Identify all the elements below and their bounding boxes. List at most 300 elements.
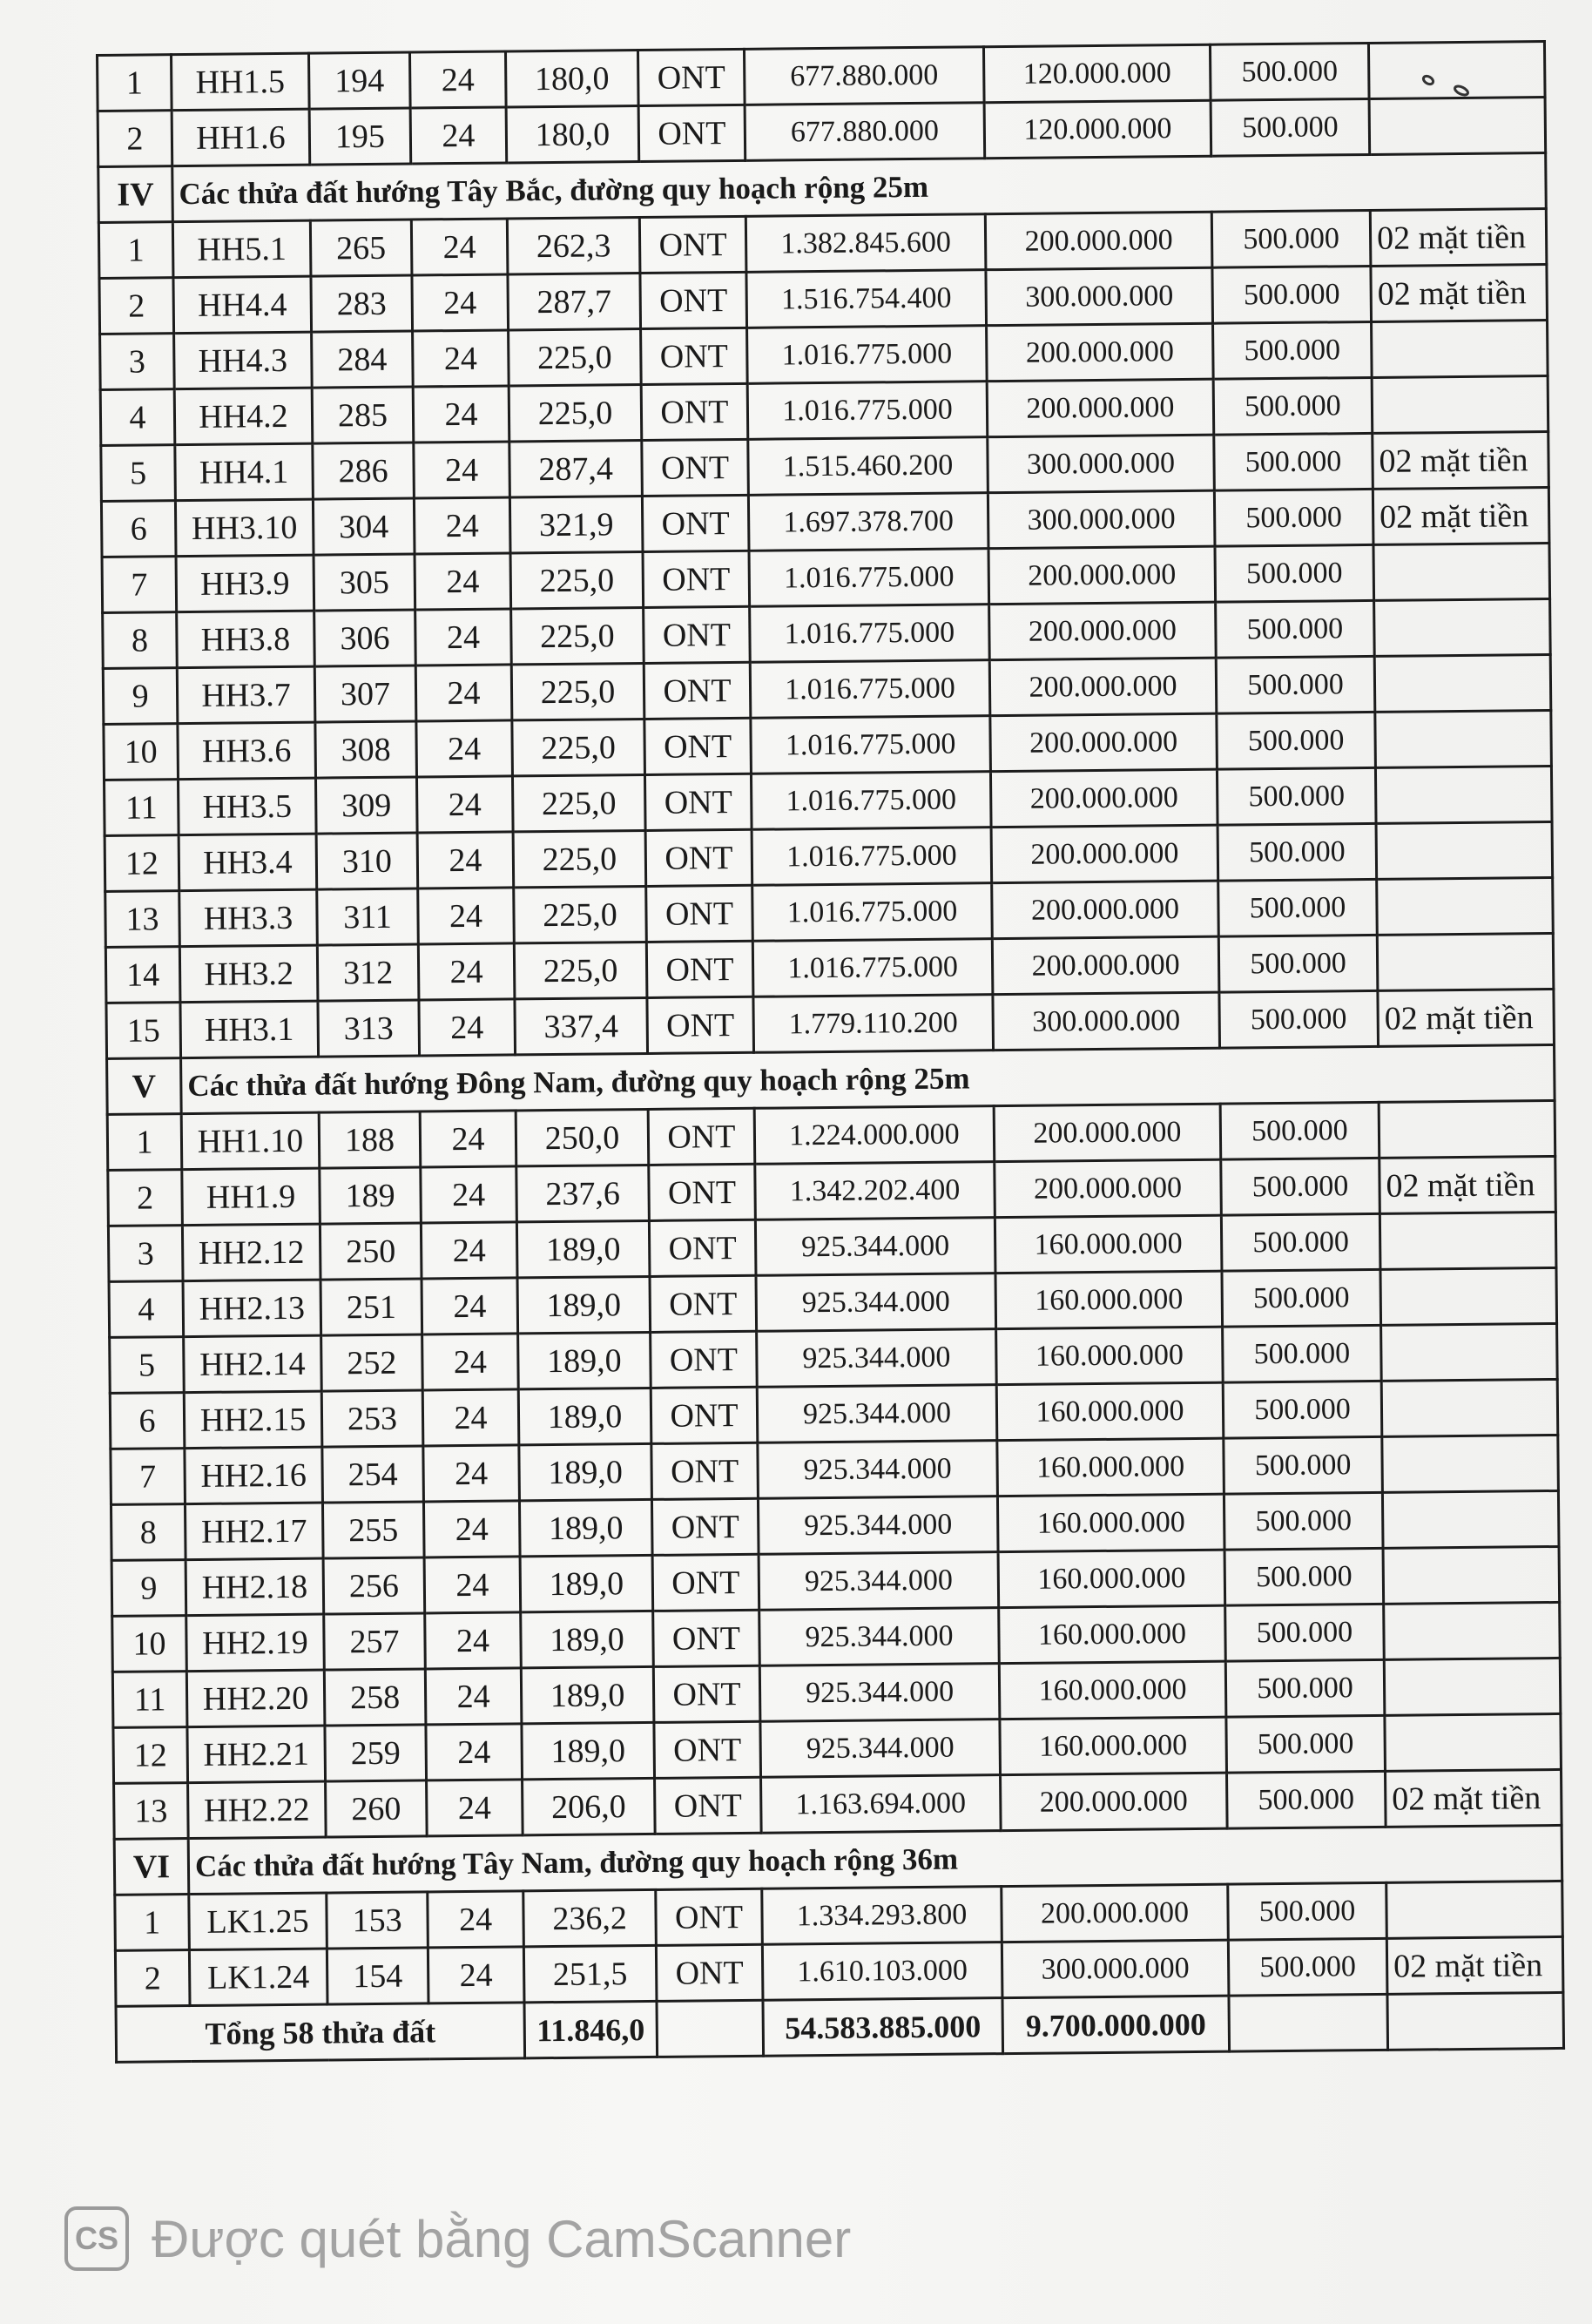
cell-thua: 260 [326,1780,428,1837]
cell-stt: 4 [109,1281,184,1338]
cell-thua: 309 [315,777,417,834]
cell-gia: 1.779.110.200 [753,995,994,1053]
camscanner-text: Được quét bằng CamScanner [152,2209,852,2268]
cell-dien-tich: 225,0 [510,551,644,608]
cell-thua: 312 [317,944,419,1001]
total-area: 11.846,0 [524,2001,658,2057]
cell-ghi-chu [1381,1379,1558,1436]
cell-loai: ONT [651,1331,758,1388]
cell-stt: 7 [102,557,177,613]
cell-gia: 1.016.775.000 [752,939,993,997]
cell-thua: 153 [327,1892,428,1949]
total-deposit: 9.700.000.000 [1002,1996,1230,2053]
cell-to: 24 [411,219,508,275]
cell-loai: ONT [656,1944,763,2001]
cell-ghi-chu [1382,1435,1559,1492]
cell-thua: 283 [311,275,413,332]
cell-to: 24 [410,107,507,164]
cell-coc: 300.000.000 [988,490,1215,548]
cell-coc: 200.000.000 [992,936,1219,994]
cell-gia: 925.344.000 [759,1552,999,1611]
total-empty [657,2000,764,2057]
cell-to: 24 [427,1780,523,1836]
cell-to: 24 [419,999,516,1056]
cell-gia: 1.334.293.800 [762,1887,1002,1945]
cell-ho-so: 500.000 [1216,656,1375,713]
cell-stt: 10 [112,1616,187,1672]
cell-ghi-chu [1369,98,1546,155]
cell-to: 24 [423,1445,520,1502]
cell-gia: 925.344.000 [758,1496,998,1555]
cell-stt: 10 [104,724,179,780]
cell-loai: ONT [654,1721,761,1778]
cell-ho-so: 500.000 [1214,489,1373,546]
cell-stt: 3 [108,1226,183,1282]
cell-thua: 257 [324,1613,426,1670]
cell-thua: 285 [312,387,414,443]
cell-ho-so: 500.000 [1225,1659,1385,1717]
cell-loai: ONT [650,1275,757,1332]
cell-stt: 11 [105,780,179,836]
cell-coc: 120.000.000 [983,44,1211,102]
cell-ghi-chu: 02 mặt tiền [1378,989,1555,1046]
cell-dien-tich: 225,0 [511,607,644,664]
cell-ghi-chu [1380,1212,1556,1269]
cell-ky-hieu: HH2.21 [187,1726,326,1783]
cell-ky-hieu: HH5.1 [172,220,311,278]
cell-ky-hieu: HH2.14 [184,1335,322,1393]
cell-gia: 925.344.000 [757,1329,997,1388]
cell-ghi-chu [1372,321,1548,378]
cell-ky-hieu: HH1.9 [182,1168,320,1226]
cell-ky-hieu: HH3.3 [179,889,318,947]
cell-to: 24 [415,609,512,665]
cell-ghi-chu [1385,1713,1562,1771]
cell-ky-hieu: HH3.2 [179,945,318,1003]
cell-stt: 2 [108,1170,183,1226]
cell-loai: ONT [641,328,748,384]
cell-ky-hieu: HH3.1 [180,1001,319,1058]
cell-to: 24 [415,665,512,721]
cell-to: 24 [418,943,515,1000]
cell-ky-hieu: HH2.13 [183,1280,321,1337]
cell-thua: 284 [312,331,414,388]
cell-coc: 200.000.000 [987,323,1214,381]
cell-gia: 1.016.775.000 [749,549,989,607]
cell-ho-so: 500.000 [1221,1158,1380,1215]
cell-ky-hieu: HH4.2 [174,388,313,445]
cell-stt: 13 [114,1783,189,1840]
cell-ho-so: 500.000 [1215,544,1374,602]
cell-ky-hieu: HH4.4 [173,276,312,334]
cell-ky-hieu: HH2.12 [182,1224,320,1281]
cell-stt: 12 [105,835,179,892]
cell-gia: 1.163.694.000 [761,1775,1002,1834]
cell-loai: ONT [651,1387,758,1443]
cell-loai: ONT [651,1498,759,1555]
section-title: Các thửa đất hướng Đông Nam, đường quy hoạch rộng 25m [181,1044,1555,1113]
cell-ghi-chu: 02 mặt tiền [1370,209,1547,267]
cell-stt: 2 [98,111,172,167]
total-empty [1387,1992,1564,2050]
cell-ghi-chu [1372,376,1548,434]
cell-ho-so: 500.000 [1218,935,1378,992]
cell-gia: 1.224.000.000 [754,1106,995,1165]
cell-coc: 200.000.000 [987,379,1214,436]
cell-gia: 1.697.378.700 [748,493,988,551]
cell-ho-so: 500.000 [1217,712,1376,769]
cell-ky-hieu: HH1.10 [181,1112,320,1170]
cell-ghi-chu: 02 mặt tiền [1385,1769,1562,1827]
cell-stt: 2 [115,1950,190,2007]
cell-ho-so: 500.000 [1218,823,1377,881]
total-label: Tổng 58 thửa đất [116,2003,525,2062]
cell-ho-so: 500.000 [1225,1604,1385,1661]
cell-coc: 200.000.000 [989,602,1217,659]
cell-dien-tich: 189,0 [520,1555,653,1611]
cell-to: 24 [420,1111,516,1167]
cell-coc: 300.000.000 [988,435,1215,492]
cell-ky-hieu: HH4.1 [175,443,314,501]
cell-loai: ONT [644,662,751,719]
cell-coc: 200.000.000 [1002,1884,1229,1942]
cell-ky-hieu: HH3.7 [177,666,315,724]
cell-thua: 306 [314,610,416,666]
cell-ky-hieu: HH1.5 [172,53,310,111]
cell-gia: 1.016.775.000 [747,382,988,440]
cell-dien-tich: 225,0 [513,830,646,887]
cell-stt: 11 [112,1672,187,1728]
cell-ghi-chu [1381,1323,1558,1381]
cell-ghi-chu: 02 mặt tiền [1373,432,1549,490]
cell-loai: ONT [639,216,746,273]
cell-ghi-chu [1375,766,1552,823]
cell-stt: 5 [110,1337,185,1394]
cell-dien-tich: 287,7 [508,274,641,330]
cell-dien-tich: 189,0 [518,1332,651,1388]
cell-to: 24 [416,720,513,777]
cell-dien-tich: 225,0 [509,385,642,442]
cell-stt: 5 [101,445,176,502]
cell-stt: 8 [103,612,178,669]
cell-gia: 1.342.202.400 [755,1162,995,1220]
cell-coc: 160.000.000 [999,1661,1226,1719]
cell-coc: 200.000.000 [990,713,1218,771]
land-lot-table [96,40,1565,2064]
cell-coc: 200.000.000 [1001,1773,1228,1830]
cell-stt: 14 [105,947,180,1003]
cell-coc: 120.000.000 [984,100,1211,158]
cell-to: 24 [422,1334,519,1390]
cell-ghi-chu [1384,1602,1561,1659]
cell-dien-tich: 250,0 [516,1109,649,1165]
cell-loai: ONT [645,829,752,886]
cell-dien-tich: 180,0 [506,106,639,163]
cell-to: 24 [414,497,510,554]
cell-ghi-chu [1379,1100,1555,1158]
cell-gia: 925.344.000 [758,1441,998,1499]
cell-ho-so: 500.000 [1217,767,1376,825]
cell-gia: 925.344.000 [756,1273,996,1332]
cell-to: 24 [426,1724,523,1780]
cell-ho-so: 500.000 [1214,433,1373,490]
cell-dien-tich: 180,0 [505,51,638,107]
cell-ky-hieu: LK1.24 [189,1949,327,2006]
cell-ky-hieu: HH3.8 [177,611,315,668]
cell-ghi-chu [1384,1658,1561,1715]
cell-thua: 254 [322,1446,424,1503]
cell-dien-tich: 189,0 [521,1666,654,1723]
cell-dien-tich: 225,0 [512,719,645,775]
cell-stt: 1 [107,1114,182,1171]
cell-gia: 1.016.775.000 [750,605,990,663]
cell-ky-hieu: HH4.3 [174,332,313,389]
cell-ho-so: 500.000 [1228,1882,1387,1940]
cell-ho-so: 500.000 [1212,266,1372,323]
cell-dien-tich: 189,0 [516,1220,650,1277]
cell-to: 24 [428,1891,524,1948]
cell-ghi-chu [1383,1546,1560,1604]
cell-dien-tich: 225,0 [511,663,644,719]
cell-gia: 925.344.000 [755,1218,995,1276]
cell-gia: 925.344.000 [760,1719,1001,1778]
cell-stt: 4 [100,389,175,446]
cell-dien-tich: 225,0 [514,942,647,998]
cell-loai: ONT [642,439,749,496]
cell-dien-tich: 251,5 [523,1945,657,2002]
cell-gia: 925.344.000 [759,1664,1000,1722]
cell-ho-so: 500.000 [1223,1325,1382,1382]
cell-ho-so: 500.000 [1219,990,1379,1048]
cell-ghi-chu [1373,544,1550,601]
cell-stt: 6 [110,1393,185,1449]
cell-stt: 13 [105,891,180,948]
cell-loai: ONT [644,606,751,663]
cell-thua: 313 [318,1000,420,1057]
cell-ky-hieu: HH2.16 [185,1447,323,1504]
cell-loai: ONT [656,1888,763,1945]
cell-coc: 160.000.000 [997,1494,1224,1551]
cell-gia: 677.880.000 [745,103,985,161]
cell-dien-tich: 225,0 [512,774,645,831]
cell-thua: 259 [325,1725,427,1781]
cell-ghi-chu [1382,1490,1559,1548]
cell-ho-so: 500.000 [1222,1269,1381,1327]
cell-ho-so: 500.000 [1224,1492,1383,1550]
cell-loai: ONT [644,774,752,830]
cell-ky-hieu: HH2.17 [185,1503,323,1560]
cell-ghi-chu: 02 mặt tiền [1380,1156,1556,1213]
cell-ghi-chu: 02 mặt tiền [1386,1936,1563,1994]
cell-thua: 188 [319,1111,421,1168]
cell-thua: 286 [313,443,415,499]
cell-thua: 189 [320,1167,422,1224]
cell-to: 24 [423,1501,520,1557]
cell-coc: 200.000.000 [990,769,1218,827]
cell-ho-so: 500.000 [1218,879,1378,936]
cell-ghi-chu [1375,710,1552,767]
cell-to: 24 [414,442,510,498]
table-body [98,42,1564,2063]
cell-gia: 1.016.775.000 [747,326,988,384]
cell-to: 24 [422,1278,518,1334]
cell-dien-tich: 189,0 [519,1443,652,1500]
cell-coc: 300.000.000 [993,992,1220,1050]
cell-to: 24 [416,776,513,833]
cell-ho-so: 500.000 [1223,1381,1382,1438]
cell-loai: ONT [652,1554,759,1611]
cell-dien-tich: 236,2 [523,1889,657,1946]
cell-ghi-chu: 02 mặt tiền [1371,265,1548,322]
cell-to: 24 [413,386,509,443]
cell-loai: ONT [640,272,747,328]
cell-ky-hieu: HH2.19 [186,1614,325,1672]
cell-ky-hieu: HH2.22 [188,1781,327,1839]
cell-loai: ONT [655,1777,762,1834]
cell-dien-tich: 189,0 [522,1722,655,1779]
cell-to: 24 [421,1222,517,1279]
cell-to: 24 [413,330,509,387]
cell-coc: 160.000.000 [999,1605,1226,1663]
cell-ho-so: 500.000 [1213,321,1373,379]
section-title: Các thửa đất hướng Tây Bắc, đường quy hoạch rộng 25m [172,153,1547,222]
cell-gia: 1.382.845.600 [745,214,986,273]
cell-stt: 8 [111,1504,186,1561]
cell-gia: 1.016.775.000 [751,772,991,830]
cell-stt: 7 [111,1449,186,1505]
cell-gia: 1.016.775.000 [750,660,990,719]
cell-coc: 160.000.000 [996,1382,1224,1440]
cell-stt: 3 [100,334,175,390]
cell-dien-tich: 225,0 [509,329,642,386]
cell-stt: 1 [98,55,172,111]
cell-coc: 160.000.000 [995,1271,1223,1328]
cell-to: 24 [425,1668,522,1725]
cell-coc: 200.000.000 [989,658,1217,715]
cell-gia: 677.880.000 [744,47,984,105]
cell-gia: 1.516.754.400 [746,270,987,328]
cell-ho-so: 500.000 [1211,210,1371,267]
cell-ghi-chu [1374,599,1551,657]
cell-coc: 200.000.000 [991,825,1218,882]
cell-to: 24 [422,1389,519,1446]
cell-thua: 304 [313,498,415,555]
cell-ghi-chu [1374,654,1551,712]
cell-gia: 925.344.000 [757,1385,997,1443]
cell-dien-tich: 189,0 [521,1611,654,1667]
cell-stt: 1 [115,1895,190,1951]
cell-thua: 252 [321,1334,423,1391]
cell-dien-tich: 189,0 [518,1388,651,1444]
cell-loai: ONT [646,885,753,942]
cell-dien-tich: 287,4 [509,441,643,497]
cell-ky-hieu: HH2.15 [184,1391,322,1449]
cell-stt: 9 [103,668,178,725]
cell-ho-so: 500.000 [1213,377,1373,435]
cell-dien-tich: 225,0 [514,886,647,942]
cell-ky-hieu: HH2.18 [186,1558,324,1616]
cell-thua: 194 [309,52,411,109]
cell-dien-tich: 262,3 [507,218,640,274]
cell-loai: ONT [649,1164,756,1220]
cell-coc: 200.000.000 [988,546,1216,604]
cell-gia: 1.016.775.000 [752,883,993,942]
cell-thua: 256 [323,1557,425,1614]
cell-thua: 308 [315,721,417,778]
cell-ky-hieu: HH3.10 [175,499,314,557]
cell-ky-hieu: HH3.4 [179,834,317,891]
section-code: V [107,1058,182,1115]
cell-coc: 160.000.000 [995,1215,1222,1273]
cell-dien-tich: 237,6 [516,1165,650,1221]
total-price: 54.583.885.000 [763,1998,1003,2057]
section-title: Các thửa đất hướng Tây Nam, đường quy hoạch rộng 36m [188,1825,1562,1894]
cell-to: 24 [409,51,506,108]
camscanner-logo: CS [64,2206,129,2271]
cell-loai: ONT [637,49,745,105]
cell-coc: 160.000.000 [997,1438,1224,1496]
cell-gia: 1.610.103.000 [762,1942,1002,2001]
cell-to: 24 [424,1557,521,1613]
camscanner-watermark [64,2204,851,2273]
cell-dien-tich: 337,4 [515,997,648,1054]
cell-ho-so: 500.000 [1211,98,1370,156]
cell-stt: 2 [99,278,174,334]
cell-ho-so: 500.000 [1227,1771,1386,1828]
cell-gia: 1.016.775.000 [751,716,991,774]
cell-stt: 12 [113,1727,188,1784]
cell-thua: 253 [321,1390,423,1447]
cell-thua: 195 [309,108,411,165]
cell-gia: 1.515.460.200 [748,437,988,496]
cell-ky-hieu: HH3.5 [178,778,316,835]
cell-to: 24 [418,888,515,944]
cell-loai: ONT [648,1108,755,1165]
cell-coc: 300.000.000 [1002,1940,1229,1997]
cell-thua: 255 [322,1502,424,1558]
cell-thua: 310 [316,833,418,889]
cell-loai: ONT [651,1442,759,1499]
cell-ghi-chu [1386,1881,1563,1938]
cell-ho-so: 500.000 [1224,1436,1383,1494]
cell-ky-hieu: HH2.20 [186,1670,325,1727]
cell-thua: 154 [327,1948,428,2004]
cell-coc: 160.000.000 [998,1550,1225,1607]
cell-ghi-chu [1377,877,1554,935]
cell-coc: 200.000.000 [985,212,1212,269]
cell-thua: 311 [317,888,419,945]
cell-thua: 265 [310,220,412,276]
section-code: IV [98,166,173,223]
cell-thua: 307 [314,665,416,722]
total-empty [1229,1994,1388,2051]
cell-to: 24 [412,274,509,331]
cell-ho-so: 500.000 [1210,43,1369,100]
cell-loai: ONT [642,495,749,551]
cell-thua: 251 [320,1279,422,1335]
cell-coc: 200.000.000 [994,1104,1221,1161]
pen-marks [1418,70,1487,105]
cell-loai: ONT [653,1665,760,1722]
cell-coc: 300.000.000 [986,267,1213,325]
cell-ky-hieu: HH3.6 [178,722,316,780]
cell-coc: 160.000.000 [1000,1717,1227,1774]
cell-loai: ONT [646,941,753,997]
cell-to: 24 [425,1612,522,1669]
cell-to: 24 [417,832,514,888]
cell-ky-hieu: LK1.25 [189,1893,327,1950]
section-code: VI [114,1839,189,1895]
